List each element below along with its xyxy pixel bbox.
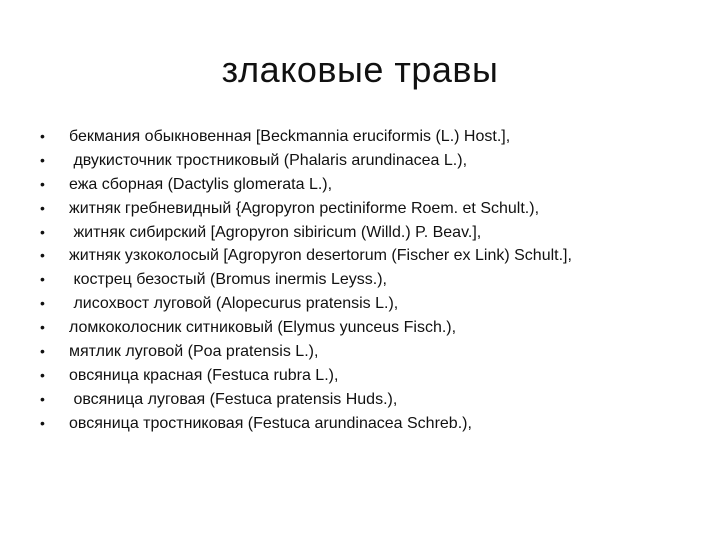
list-item xyxy=(40,340,319,364)
list-item-text: овсяница красная (Festuca rubra L.), xyxy=(69,366,339,384)
list-item xyxy=(40,149,468,173)
list-item xyxy=(40,244,572,268)
bullet-icon: • xyxy=(40,343,45,360)
list-item-text: житняк гребневидный {Agropyron pectiniforme Roem. et Schult.), xyxy=(69,199,540,217)
list-item xyxy=(40,197,540,221)
bullet-icon: • xyxy=(40,247,45,264)
grass-list xyxy=(40,125,572,436)
bullet-icon: • xyxy=(40,390,45,407)
bullet-icon: • xyxy=(40,366,45,383)
bullet-icon: • xyxy=(40,175,45,192)
list-item xyxy=(40,388,398,412)
list-item-text: овсяница луговая (Festuca pratensis Huds.), xyxy=(69,390,398,408)
bullet-icon: • xyxy=(40,223,45,240)
list-item-text: двукисточник тростниковый (Phalaris arundinacea L.), xyxy=(69,151,468,169)
bullet-icon: • xyxy=(40,151,45,168)
slide-title: злаковые травы xyxy=(221,49,499,90)
list-item xyxy=(40,412,472,436)
list-item-text: овсяница тростниковая (Festuca arundinacea Schreb.), xyxy=(69,414,472,432)
list-item-text: лисохвост луговой (Alopecurus pratensis L.), xyxy=(69,295,399,313)
list-item xyxy=(40,316,457,340)
list-item-text: мятлик луговой (Poa pratensis L.), xyxy=(69,343,319,361)
bullet-icon: • xyxy=(40,295,45,312)
bullet-icon: • xyxy=(40,414,45,431)
list-item xyxy=(40,364,339,388)
list-item xyxy=(40,292,399,316)
list-item-text: кострец безостый (Bromus inermis Leyss.), xyxy=(69,271,387,289)
list-item-text: ломкоколосник ситниковый (Elymus yunceus Fisch.), xyxy=(69,319,457,337)
list-item-text: ежа сборная (Dactylis glomerata L.), xyxy=(69,175,333,193)
list-item xyxy=(40,173,333,197)
bullet-icon: • xyxy=(40,319,45,336)
bullet-icon: • xyxy=(40,199,45,216)
bullet-icon: • xyxy=(40,128,45,144)
list-item xyxy=(40,125,511,149)
list-item-text: житняк узкоколосый [Agropyron desertorum (Fischer ex Link) Schult.], xyxy=(69,247,572,265)
list-item-text: житняк сибирский [Agropyron sibiricum (Willd.) P. Beav.], xyxy=(69,223,482,241)
list-item xyxy=(40,268,387,292)
list-item-text: бекмания обыкновенная [Beckmannia eruciformis (L.) Host.], xyxy=(69,128,511,145)
bullet-icon: • xyxy=(40,271,45,288)
list-item xyxy=(40,221,482,245)
